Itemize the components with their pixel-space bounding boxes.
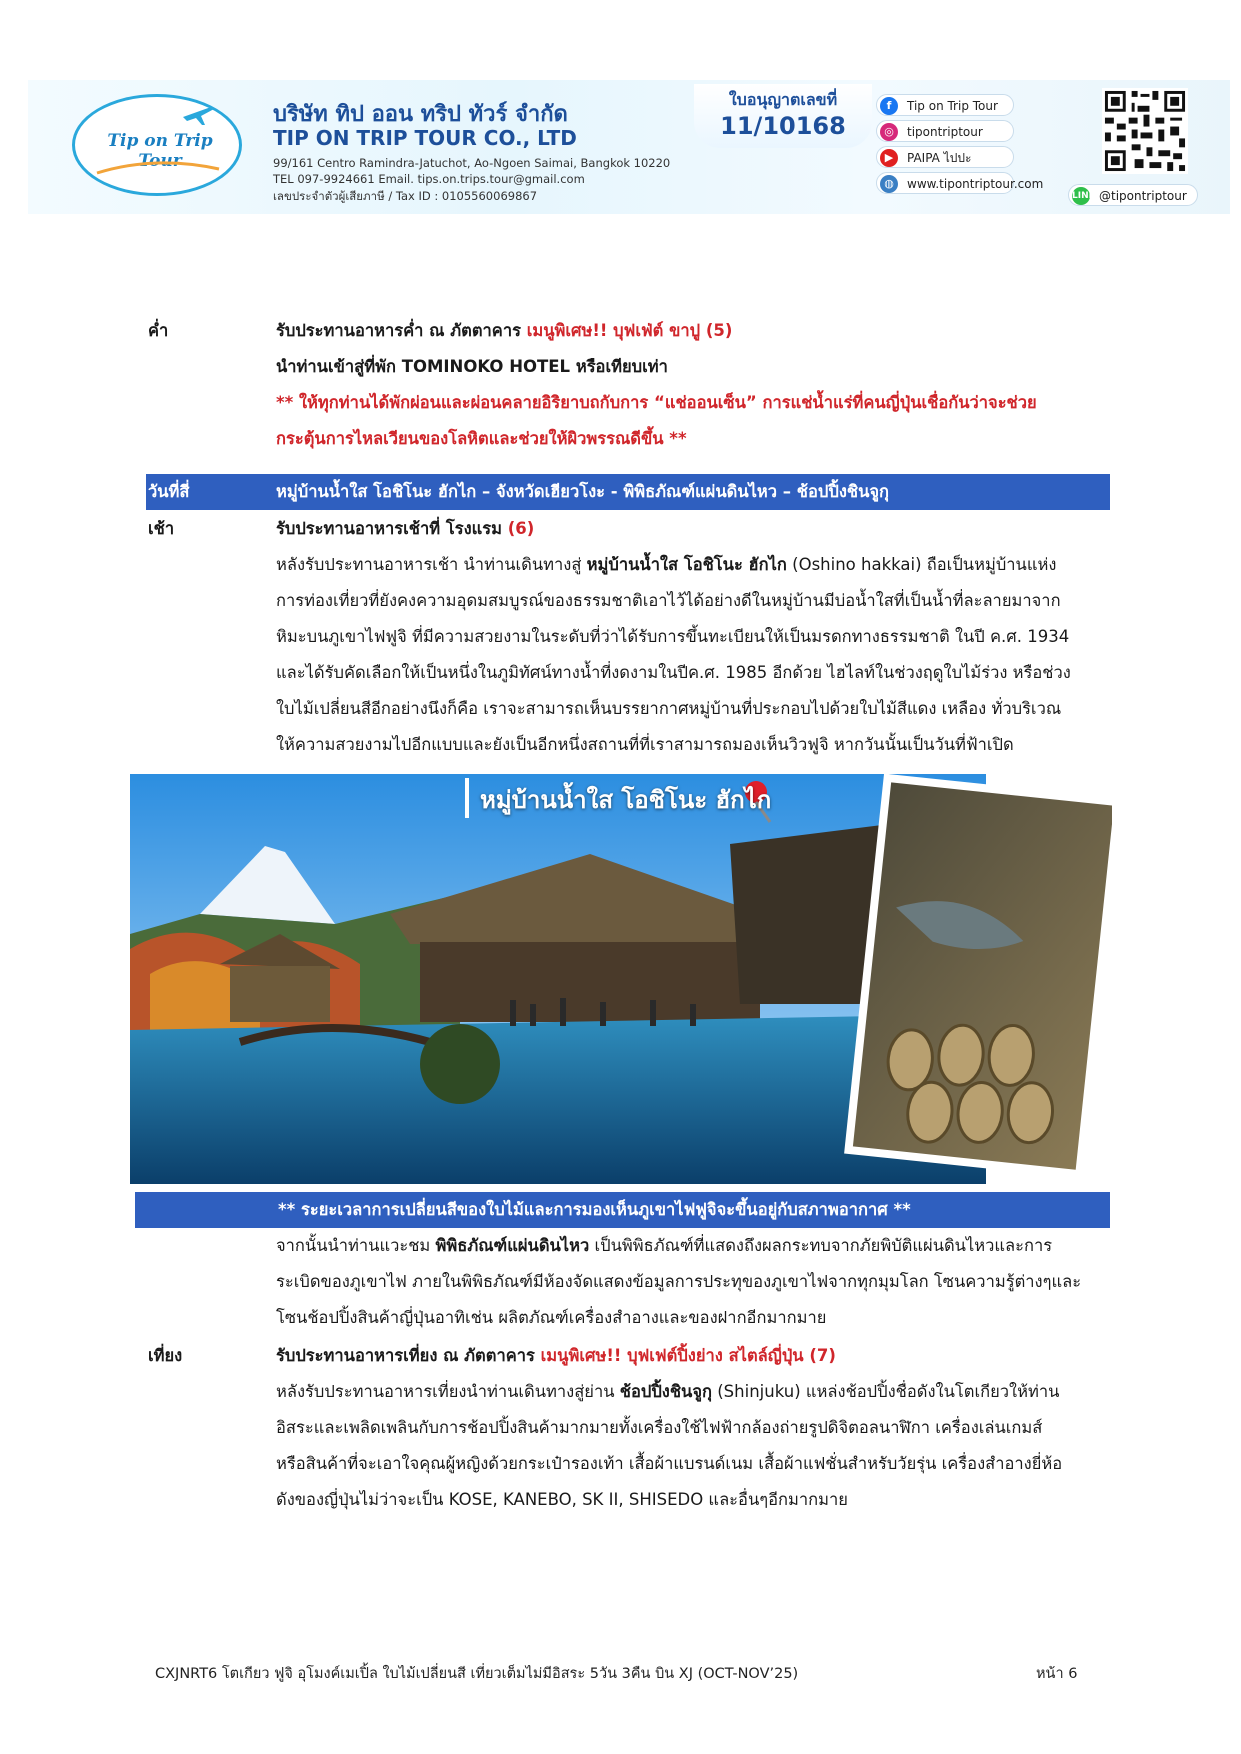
facebook-icon: f: [880, 97, 898, 115]
company-name-thai: บริษัท ทิป ออน ทริป ทัวร์ จำกัด: [273, 102, 568, 127]
museum-name: พิพิธภัณฑ์แผ่นดินไหว: [435, 1236, 590, 1255]
company-logo: [72, 94, 242, 196]
dinner-menu-highlight: เมนูพิเศษ!! บุฟเฟ่ต์ ขาปู (5): [526, 321, 733, 340]
dinner-label: ค่ำ: [148, 321, 169, 340]
lunch-line: [276, 1338, 836, 1374]
shinjuku-intro-end: (Shinjuku) แหล่งช้อปปิ้งชื่อดังในโตเกียวให้ท่าน: [712, 1382, 1060, 1401]
breakfast-label: เช้า: [148, 519, 175, 538]
website-link[interactable]: [876, 172, 1044, 194]
season-note-bar: [135, 1192, 1110, 1228]
lunch-menu-highlight: เมนูพิเศษ!! บุฟเฟต์ปิ้งย่าง สไตล์ญี่ปุ่น (7): [540, 1346, 836, 1365]
day-label: วันที่สี่: [148, 482, 190, 501]
breakfast-text: รับประทานอาหารเช้าที่ โรงแรม: [276, 519, 508, 538]
museum-intro: จากนั้นนำท่านแวะชม: [276, 1236, 436, 1255]
facebook-link[interactable]: [876, 94, 1014, 116]
instagram-label: tipontriptour: [907, 125, 983, 139]
onsen-note-line1: ** ให้ทุกท่านได้พักผ่อนและผ่อนคลายอิริยาบถกับการ “แช่ออนเซ็น” การแช่น้ำแร่ที่คนญี่ปุ่นเชื่อกันว่าจะช่วย: [276, 393, 1037, 412]
facebook-label: Tip on Trip Tour: [907, 99, 998, 113]
company-name-english: TIP ON TRIP TOUR CO., LTD: [273, 126, 577, 150]
license-label: ใบอนุญาตเลขที่: [728, 90, 838, 109]
dinner-line: [276, 313, 732, 349]
page-number: หน้า 6: [1036, 1666, 1078, 1682]
license-box: [694, 84, 872, 148]
instagram-icon: ◎: [880, 123, 898, 141]
oshino-line-5: ใบไม้เปลี่ยนสีอีกอย่างนึงก็คือ เราจะสามารถเห็นบรรยากาศหมู่บ้านที่ประกอบไปด้วยใบไม้สีแดง เหลือง ทั่วบริเวณ: [276, 699, 1062, 718]
qr-code[interactable]: [1102, 88, 1188, 174]
line-link[interactable]: [1068, 184, 1198, 206]
season-note: ** ระยะเวลาการเปลี่ยนสีของใบไม้และการมองเห็นภูเขาไฟฟูจิจะขึ้นอยู่กับสภาพอากาศ **: [278, 1200, 911, 1219]
company-contact: TEL 097-9924661 Email. tips.on.trips.tour@gmail.com: [273, 172, 585, 186]
breakfast-number: (6): [507, 519, 535, 538]
website-label: www.tipontriptour.com: [907, 177, 1044, 191]
lunch-label: เที่ยง: [148, 1346, 183, 1365]
day-header-bar: [146, 474, 1110, 510]
company-address: 99/161 Centro Ramindra-Jatuchot, Ao-Ngoen Saimai, Bangkok 10220: [273, 156, 671, 170]
oshino-paragraph: [276, 547, 1106, 763]
footer-program-code: CXJNRT6 โตเกียว ฟูจิ อุโมงค์เมเปิ้ล ใบไม้เปลี่ยนสี เที่ยวเต็มไม่มีอิสระ 5วัน 3คืน บิน XJ (OCT-NOV’25): [155, 1666, 799, 1682]
youtube-link[interactable]: [876, 146, 1014, 168]
line-icon: LINE: [1072, 187, 1090, 205]
oshino-hakkai-photo: [130, 774, 1112, 1184]
museum-line-2: ระเบิดของภูเขาไฟ ภายในพิพิธภัณฑ์มีห้องจัดแสดงข้อมูลการประทุของภูเขาไฟจากทุกมุมโลก โซนความรู้ต่างๆและ: [276, 1272, 1082, 1291]
oshino-line-4: และได้รับคัดเลือกให้เป็นหนึ่งในภูมิทัศน์ทางน้ำที่งดงามในปีค.ศ. 1985 อีกด้วย ไฮไลท์ในช่วงฤดูใบไม้ร่วง หรือช่วง: [276, 663, 1071, 682]
shinjuku-intro: หลังรับประทานอาหารเที่ยงนำท่านเดินทางสู่ย่าน: [276, 1382, 620, 1401]
shinjuku-name: ช้อปปิ้งชินจูกุ: [619, 1382, 712, 1401]
oshino-intro: หลังรับประทานอาหารเช้า นำท่านเดินทางสู่: [276, 555, 587, 574]
breakfast-line: [276, 511, 534, 547]
globe-icon: ◍: [880, 175, 898, 193]
instagram-link[interactable]: [876, 120, 1014, 142]
oshino-line-6: ให้ความสวยงามไปอีกแบบและยังเป็นอีกหนึ่งสถานที่ที่เราสามารถมองเห็นวิวฟูจิ หากวันนั้นเป็นวันที่ฟ้าเปิด: [276, 735, 1014, 754]
lunch-text: รับประทานอาหารเที่ยง ณ ภัตตาคาร: [276, 1346, 541, 1365]
photo-caption: หมู่บ้านน้ำใส โอชิโนะ ฮักไก: [480, 786, 772, 814]
hotel-line: นำท่านเข้าสู่ที่พัก TOMINOKO HOTEL หรือเทียบเท่า: [276, 357, 668, 376]
day-title: หมู่บ้านน้ำใส โอชิโนะ ฮักไก – จังหวัดเฮียวโงะ - พิพิธภัณฑ์แผ่นดินไหว – ช้อปปิ้งชินจูกุ: [276, 482, 890, 501]
oshino-name: หมู่บ้านน้ำใส โอชิโนะ ฮักไก: [586, 555, 787, 574]
youtube-icon: ▶: [880, 149, 898, 167]
youtube-label: PAIPA ไปปะ: [907, 151, 972, 165]
museum-line-1: [276, 1228, 1106, 1264]
oshino-intro-end: (Oshino hakkai) ถือเป็นหมู่บ้านแห่ง: [786, 555, 1057, 574]
oshino-line-3: หิมะบนภูเขาไฟฟูจิ ที่มีความสวยงามในระดับที่ว่าได้รับการขึ้นทะเบียนให้เป็นมรดกทางธรรมชาติ ในปี ค.ศ. 1934: [276, 627, 1070, 646]
shinjuku-line-4: ดังของญี่ปุ่นไม่ว่าจะเป็น KOSE, KANEBO, SK II, SHISEDO และอื่นๆอีกมากมาย: [276, 1490, 848, 1509]
museum-intro-end: เป็นพิพิธภัณฑ์ที่แสดงถึงผลกระทบจากภัยพิบัติแผ่นดินไหวและการ: [589, 1236, 1053, 1255]
oshino-line-1: [276, 547, 1106, 583]
onsen-note-line2: กระตุ้นการไหลเวียนของโลหิตและช่วยให้ผิวพรรณดีขึ้น **: [276, 429, 687, 448]
oshino-line-2: การท่องเที่ยวที่ยังคงความอุดมสมบูรณ์ของธรรมชาติเอาไว้ได้อย่างดีในหมู่บ้านมีบ่อน้ำใสที่เป็นน้ำที่ละลายมาจาก: [276, 591, 1061, 610]
logo-text: Tip on Trip Tour: [107, 131, 213, 171]
dinner-text: รับประทานอาหารค่ำ ณ ภัตตาคาร: [276, 321, 527, 340]
airplane-icon: [181, 103, 215, 127]
museum-paragraph: [276, 1228, 1106, 1336]
photo-illustration: [130, 774, 1112, 1184]
shinjuku-line-2: อิสระและเพลิดเพลินกับการช้อปปิ้งสินค้ามากมายทั้งเครื่องใช้ไฟฟ้ากล้องถ่ายรูปดิจิตอลนาฬิกา เครื่องเล่นเกมส์: [276, 1418, 1043, 1437]
logo-swoosh: [95, 159, 221, 179]
shinjuku-paragraph: [276, 1374, 1106, 1518]
line-label: @tipontriptour: [1099, 189, 1187, 203]
company-header-banner: [28, 80, 1230, 214]
company-tax-id: เลขประจำตัวผู้เสียภาษี / Tax ID : 0105560069867: [273, 189, 538, 203]
license-number: 11/10168: [720, 112, 846, 140]
shinjuku-line-1: [276, 1374, 1106, 1410]
shinjuku-line-3: หรือสินค้าที่จะเอาใจคุณผู้หญิงด้วยกระเป๋ารองเท้า เสื้อผ้าแบรนด์เนม เสื้อผ้าแฟชั่นสำหรับวัยรุ่น เครื่องสำอางยี่ห้อ: [276, 1454, 1063, 1473]
museum-line-3: โซนช้อปปิ้งสินค้าญี่ปุ่นอาทิเช่น ผลิตภัณฑ์เครื่องสำอางและของฝากอีกมากมาย: [276, 1308, 827, 1327]
